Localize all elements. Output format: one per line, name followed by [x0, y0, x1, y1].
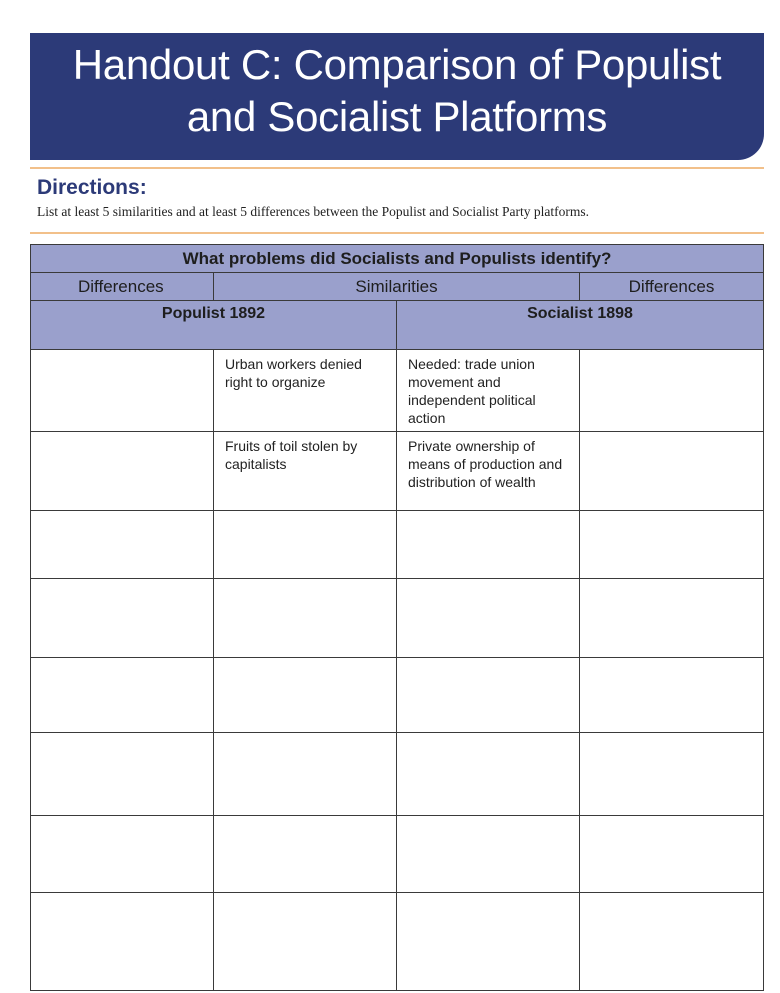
socialist-similarity-cell[interactable]	[397, 658, 580, 733]
populist-similarity-cell[interactable]	[214, 733, 397, 816]
socialist-similarity-cell[interactable]	[397, 893, 580, 991]
socialist-difference-cell[interactable]	[580, 350, 764, 432]
page-title-line1: Handout C: Comparison of Populist	[72, 41, 722, 88]
socialist-difference-cell[interactable]	[580, 579, 764, 658]
socialist-similarity-cell[interactable]	[397, 733, 580, 816]
populist-similarity-cell[interactable]: Urban workers denied right to organize	[214, 350, 397, 432]
table-row	[31, 733, 764, 816]
populist-difference-cell[interactable]	[31, 816, 214, 893]
table-row	[31, 511, 764, 579]
table-column-labels-row	[31, 273, 764, 301]
socialist-similarity-cell[interactable]	[397, 511, 580, 579]
table-row	[31, 350, 764, 432]
table-row	[31, 816, 764, 893]
comparison-table	[30, 244, 764, 991]
table-row	[31, 893, 764, 991]
socialist-difference-cell[interactable]	[580, 511, 764, 579]
socialist-difference-cell[interactable]	[580, 432, 764, 511]
populist-difference-cell[interactable]	[31, 733, 214, 816]
populist-difference-cell[interactable]	[31, 579, 214, 658]
divider-top	[30, 167, 764, 169]
socialist-difference-cell[interactable]	[580, 658, 764, 733]
populist-similarity-cell[interactable]: Fruits of toil stolen by capitalists	[214, 432, 397, 511]
table-row	[31, 658, 764, 733]
column-label-differences-right: Differences	[580, 273, 764, 301]
directions-heading: Directions:	[37, 176, 147, 199]
populist-difference-cell[interactable]	[31, 350, 214, 432]
socialist-similarity-cell[interactable]	[397, 816, 580, 893]
socialist-similarity-cell[interactable]: Private ownership of means of production and distribution of wealth	[397, 432, 580, 511]
title-banner	[30, 33, 764, 160]
populist-difference-cell[interactable]	[31, 511, 214, 579]
table-question-row	[31, 245, 764, 273]
populist-difference-cell[interactable]	[31, 432, 214, 511]
populist-similarity-cell[interactable]	[214, 893, 397, 991]
differences-left-text: Differences	[78, 277, 164, 296]
populist-header: Populist 1892	[31, 301, 397, 350]
populist-similarity-cell[interactable]	[214, 511, 397, 579]
socialist-difference-cell[interactable]	[580, 733, 764, 816]
column-label-differences-left	[31, 273, 214, 301]
table-row	[31, 579, 764, 658]
populist-similarity-cell[interactable]	[214, 658, 397, 733]
table-question: What problems did Socialists and Populists identify?	[31, 245, 764, 273]
populist-similarity-cell[interactable]	[214, 579, 397, 658]
page-title-line2: and Socialist Platforms	[186, 93, 608, 140]
populist-difference-cell[interactable]	[31, 658, 214, 733]
directions-text: List at least 5 similarities and at least 5 differences between the Populist and Socialist Party platforms.	[37, 204, 589, 219]
socialist-difference-cell[interactable]	[580, 816, 764, 893]
socialist-similarity-cell[interactable]: Needed: trade union movement and independent political action	[397, 350, 580, 432]
socialist-similarity-cell[interactable]	[397, 579, 580, 658]
divider-middle	[30, 232, 764, 234]
table-row	[31, 432, 764, 511]
socialist-difference-cell[interactable]	[580, 893, 764, 991]
socialist-header: Socialist 1898	[397, 301, 764, 350]
column-label-similarities: Similarities	[214, 273, 580, 301]
populist-difference-cell[interactable]	[31, 893, 214, 991]
populist-similarity-cell[interactable]	[214, 816, 397, 893]
table-party-row	[31, 301, 764, 350]
